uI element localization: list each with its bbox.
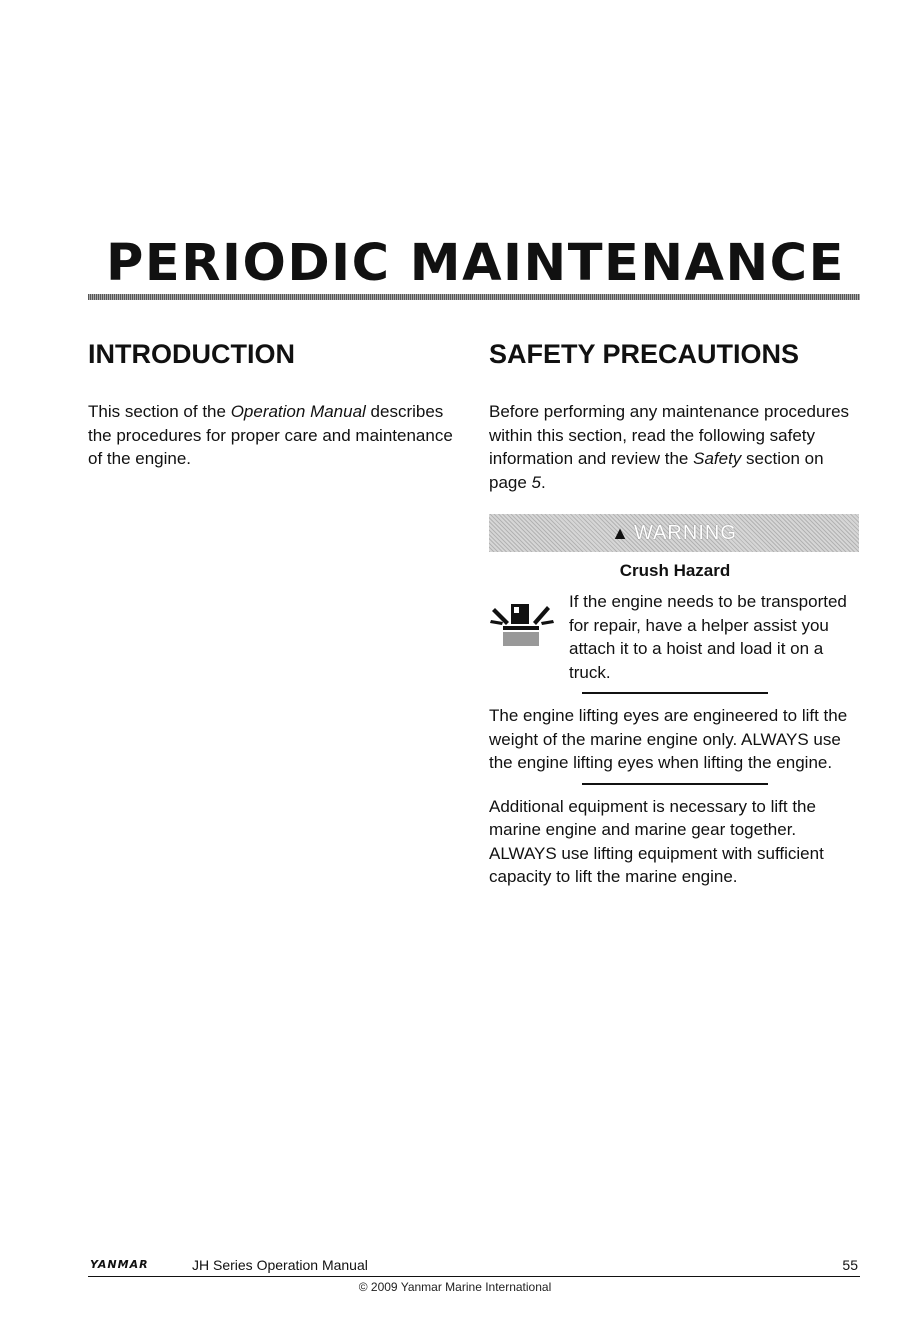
crush-hazard-icon [489,590,569,684]
title-rule [88,294,860,300]
page-title: PERIODIC MAINTENANCE [106,234,845,293]
safety-intro-italic: Safety [693,449,742,468]
warning-label: WARNING [633,521,737,544]
safety-intro-end: . [541,472,546,492]
warning-banner [489,514,859,552]
divider [582,783,768,785]
lifting-eyes-text: The engine lifting eyes are engineered to lift the weight of the marine engine only. ALWAYS use the engine lifting eyes when lifting the engine. [489,706,848,772]
footer-rule [88,1276,860,1277]
introduction-heading: INTRODUCTION [88,339,295,369]
safety-intro-start: Before performing any maintenance procedures within this section, read the following safety information and review the [489,402,850,468]
safety-section [489,334,861,889]
hazard-text: If the engine needs to be transported for repair, have a helper assist you attach it to a hoist and load it on a truck. [569,592,847,682]
safety-intro [489,400,861,494]
intro-text-end: describes the procedures for proper care and maintenance of the engine. [88,402,453,468]
hazard-title: Crush Hazard [619,561,731,580]
page-number: 55 [842,1257,858,1273]
copyright: © 2009 Yanmar Marine International [358,1280,552,1294]
intro-text-italic: Operation Manual [230,402,366,421]
yanmar-logo: YANMAR [90,1258,149,1271]
safety-heading: SAFETY PRECAUTIONS [489,339,800,369]
introduction-section [88,334,458,471]
safety-intro-page: 5 [531,472,542,492]
divider [582,692,768,694]
lifting-equipment-text: Additional equipment is necessary to lift the marine engine and marine gear together. ALWAYS use lifting equipment with sufficient capacity to lift the marine engine. [489,796,824,886]
safety-intro-mid: section on page [489,449,824,492]
warning-triangle-icon: ▲ [611,522,630,543]
footer-manual-title: JH Series Operation Manual [192,1257,368,1273]
introduction-text [88,400,458,471]
hazard-block [489,590,861,684]
intro-text-start: This section of the [88,402,231,421]
